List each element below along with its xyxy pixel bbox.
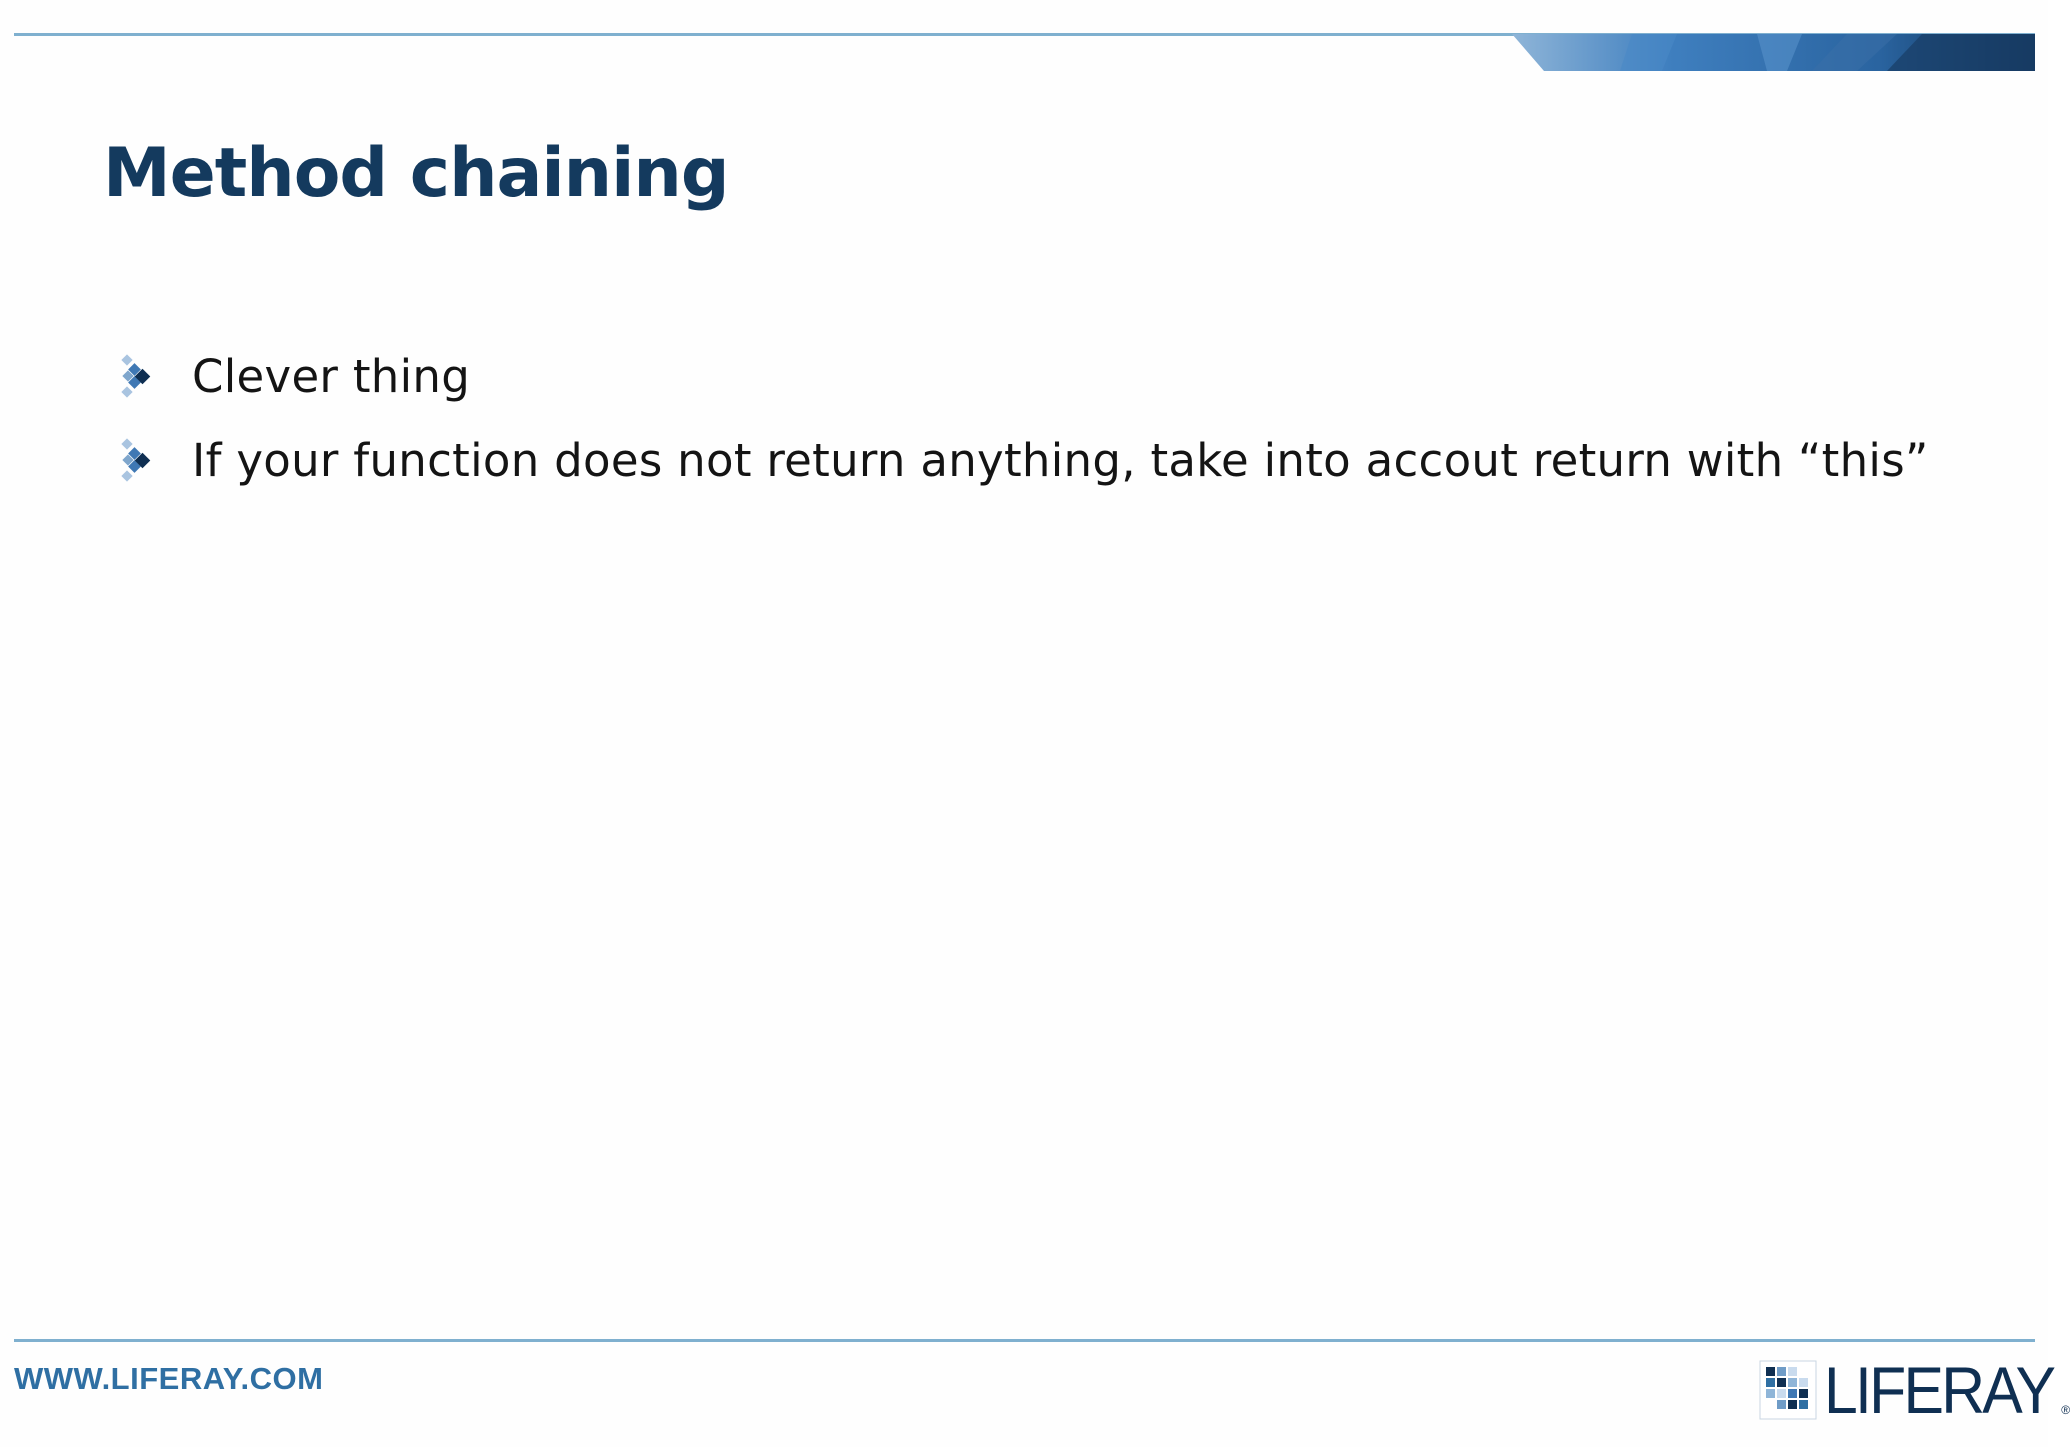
header-banner <box>1512 34 2035 71</box>
diamond-arrow-bullet-icon <box>120 438 154 482</box>
registered-mark: ® <box>2061 1403 2070 1417</box>
diamond-arrow-bullet-icon <box>120 354 154 398</box>
bottom-rule <box>14 1339 2035 1342</box>
bullet-list <box>120 334 1929 502</box>
liferay-pixel-logo-icon <box>1760 1361 1816 1419</box>
bullet-text: If your function does not return anything, take into accout return with “this” <box>192 433 1929 487</box>
slide-title: Method chaining <box>103 134 729 213</box>
bullet-item <box>120 418 1929 502</box>
footer-url: WWW.LIFERAY.COM <box>14 1361 324 1396</box>
footer-logo <box>1760 1353 2070 1427</box>
bullet-text: Clever thing <box>192 349 471 403</box>
bullet-item <box>120 334 1929 418</box>
logo-wordmark: LIFERAY <box>1824 1353 2054 1427</box>
